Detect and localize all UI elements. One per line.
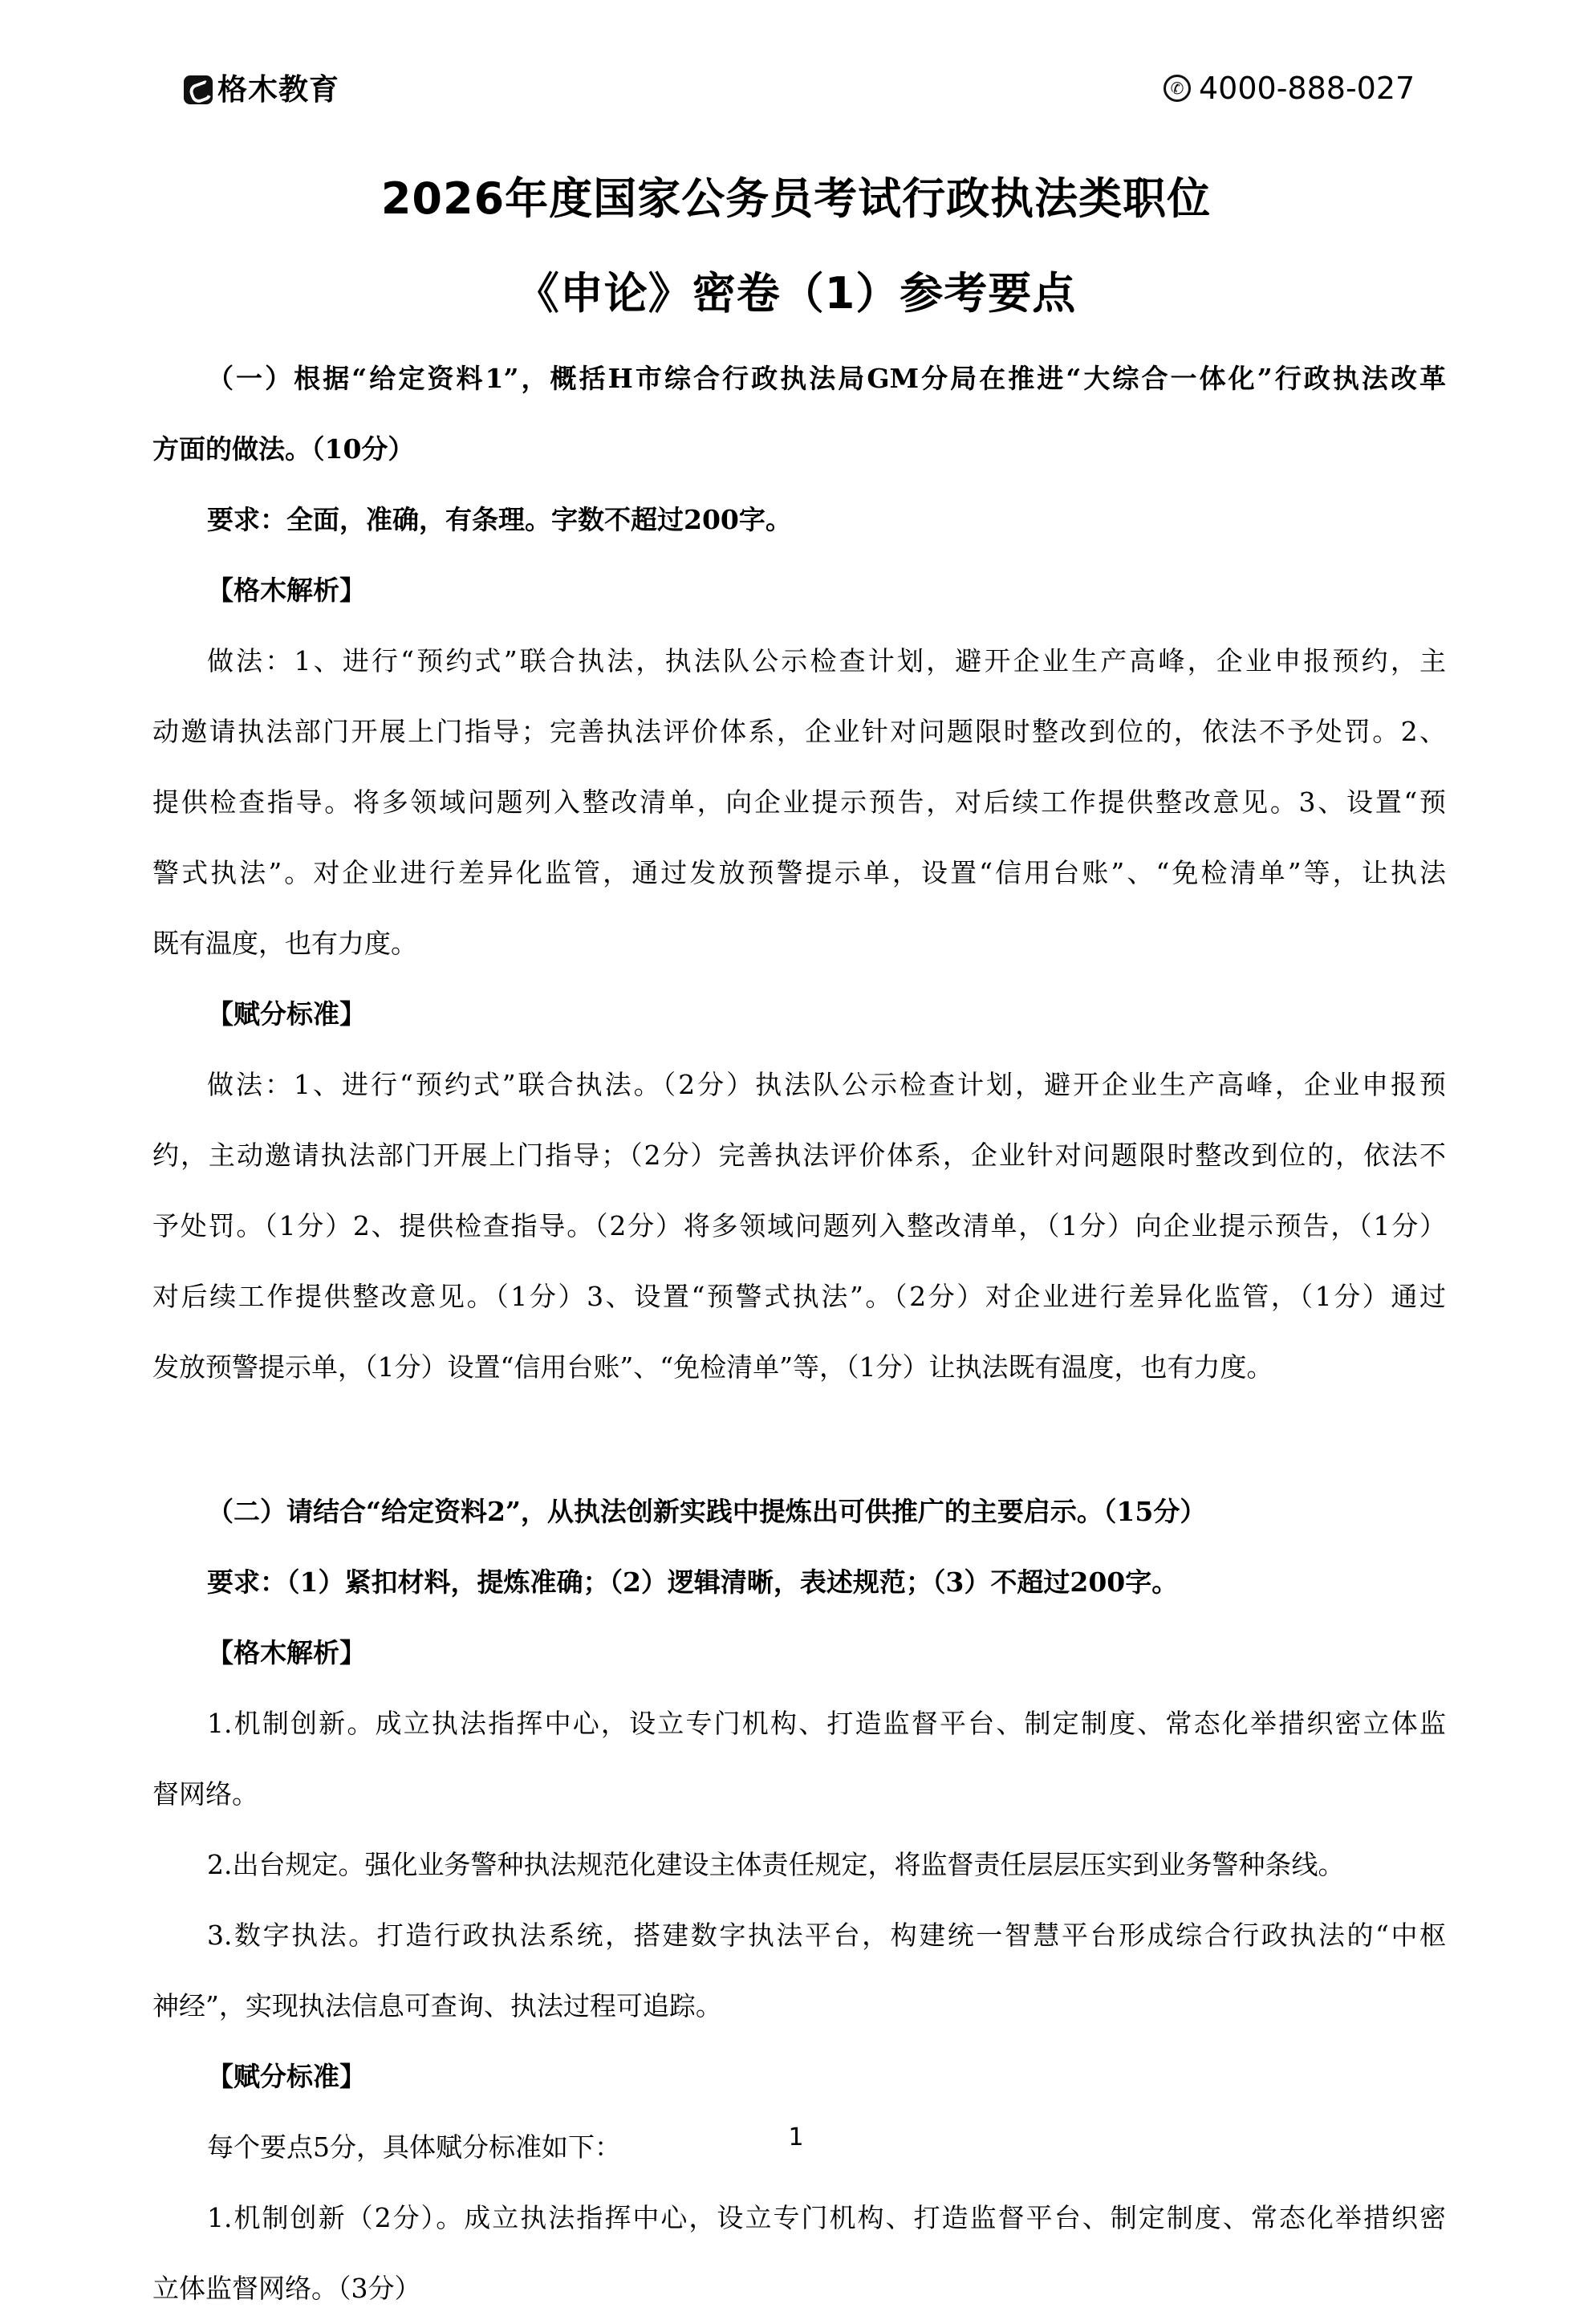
section-1 <box>152 343 1446 1403</box>
analysis-line: 提供检查指导。将多领域问题列入整改清单，向企业提示预告，对后续工作提供整改意见。3、设置“预 <box>152 786 1446 818</box>
analysis-line: 警式执法”。对企业进行差异化监管，通过发放预警提示单，设置“信用台账”、“免检清单”等，让执法 <box>152 857 1446 888</box>
scoring-line: 做法：1、进行“预约式”联合执法。（2分）执法队公示检查计划，避开企业生产高峰，企业申报预 <box>207 1069 1446 1100</box>
scoring-line: 予处罚。（1分）2、提供检查指导。（2分）将多领域问题列入整改清单，（1分）向企业提示预告，（1分） <box>152 1210 1446 1241</box>
phone-icon: ✆ <box>1164 75 1191 102</box>
document-body <box>152 343 1446 2324</box>
scoring-heading: 【赋分标准】 <box>207 998 366 1030</box>
question-1-line: （一）根据“给定资料1”，概括H市综合行政执法局GM分局在推进“大综合一体化”行政执法改革 <box>207 363 1446 394</box>
brand-name: 格木教育 <box>217 72 339 107</box>
analysis-point-1-line: 1.机制创新。成立执法指挥中心，设立专门机构、打造监督平台、制定制度、常态化举措织密立体监 <box>207 1708 1446 1739</box>
analysis-point-1-line: 督网络。 <box>152 1778 258 1810</box>
analysis-line: 既有温度，也有力度。 <box>152 928 417 959</box>
section-spacer <box>152 1403 1446 1477</box>
question-1-requirement: 要求：全面，准确，有条理。字数不超过200字。 <box>207 504 792 535</box>
brand-logo <box>184 74 339 106</box>
analysis-heading: 【格木解析】 <box>207 575 366 606</box>
page-title-line-2: 《申论》密卷（1）参考要点 <box>515 268 1077 319</box>
logo-e-icon <box>184 75 213 104</box>
analysis-point-3-line: 神经”，实现执法信息可查询、执法过程可追踪。 <box>152 1990 722 2021</box>
scoring-heading: 【赋分标准】 <box>207 2061 366 2092</box>
scoring-line: 对后续工作提供整改意见。（1分）3、设置“预警式执法”。（2分）对企业进行差异化监管，（1分）通过 <box>152 1281 1446 1312</box>
phone-number: 4000-888-027 <box>1199 71 1415 106</box>
analysis-line: 做法：1、进行“预约式”联合执法，执法队公示检查计划，避开企业生产高峰，企业申报预约，主 <box>207 645 1446 676</box>
analysis-line: 动邀请执法部门开展上门指导；完善执法评价体系，企业针对问题限时整改到位的，依法不予处罚。2、 <box>152 716 1446 747</box>
scoring-intro: 每个要点5分，具体赋分标准如下： <box>207 2131 621 2163</box>
section-2 <box>152 1477 1446 2324</box>
scoring-line: 1.机制创新（2分）。成立执法指挥中心，设立专门机构、打造监督平台、制定制度、常态化举措织密 <box>207 2202 1446 2233</box>
question-1-line: 方面的做法。（10分） <box>152 433 415 465</box>
analysis-point-2-line: 2.出台规定。强化业务警种执法规范化建设主体责任规定，将监督责任层层压实到业务警种条线。 <box>207 1849 1345 1880</box>
scoring-line: 约，主动邀请执法部门开展上门指导；（2分）完善执法评价体系，企业针对问题限时整改到位的，依法不 <box>152 1140 1446 1171</box>
hotline <box>1164 71 1415 106</box>
scoring-line: 发放预警提示单，（1分）设置“信用台账”、“免检清单”等，（1分）让执法既有温度，也有力度。 <box>152 1351 1273 1383</box>
analysis-heading: 【格木解析】 <box>207 1637 366 1668</box>
page-title-line-1: 2026年度国家公务员考试行政执法类职位 <box>380 173 1212 224</box>
scoring-line: 立体监督网络。（3分） <box>152 2273 421 2304</box>
page-header <box>0 0 1592 144</box>
analysis-point-3-line: 3.数字执法。打造行政执法系统，搭建数字执法平台，构建统一智慧平台形成综合行政执法的“中枢 <box>207 1920 1446 1951</box>
question-2: （二）请结合“给定资料2”，从执法创新实践中提炼出可供推广的主要启示。（15分） <box>207 1496 1207 1527</box>
page-number: 1 <box>788 2123 804 2151</box>
question-2-requirement: 要求：（1）紧扣材料，提炼准确；（2）逻辑清晰，表述规范；（3）不超过200字。 <box>207 1566 1179 1598</box>
